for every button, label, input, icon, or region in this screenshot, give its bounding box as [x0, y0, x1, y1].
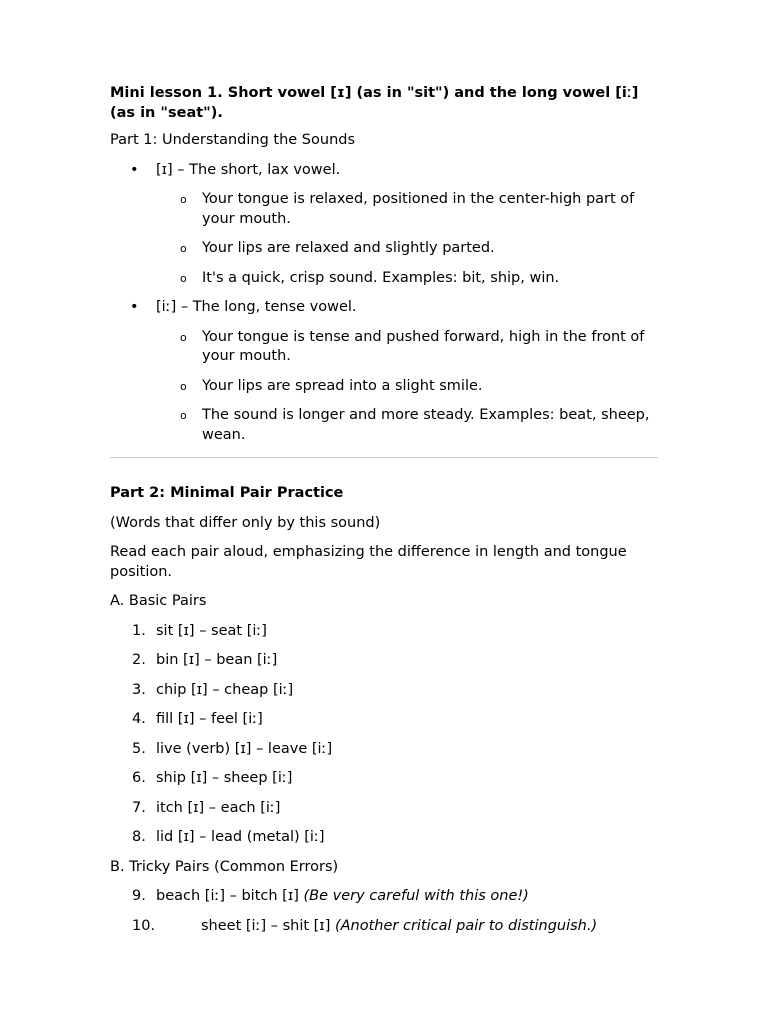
bullet-text: [iː] – The long, tense vowel.: [156, 299, 357, 315]
sub-item: [156, 239, 658, 259]
list-item: [110, 887, 658, 907]
sub-item-text: It's a quick, crisp sound. Examples: bit, ship, win.: [202, 269, 560, 286]
circle-bullet-icon: o: [180, 193, 187, 206]
part2-heading: Part 2: Minimal Pair Practice: [110, 485, 344, 501]
bullet-text: [ɪ] – The short, lax vowel.: [156, 161, 341, 178]
list-item: [110, 799, 658, 819]
sub-item-text: Your tongue is relaxed, positioned in the center-high part of your mouth.: [202, 191, 635, 227]
item-number: 3.: [132, 681, 146, 698]
sub-item-text: Your lips are spread into a slight smile.: [202, 377, 483, 394]
bullet-item-long-vowel: [110, 298, 658, 445]
lesson-title: Mini lesson 1. Short vowel [ɪ] (as in "sit") and the long vowel [iː] (as in "seat").: [110, 85, 639, 121]
list-item: [110, 828, 658, 848]
circle-bullet-icon: o: [180, 379, 187, 393]
sub-item: [156, 269, 658, 289]
item-number: 9.: [132, 888, 146, 904]
pair-text: live (verb) [ɪ] – leave [iː]: [156, 740, 333, 757]
document-content: [110, 84, 658, 946]
sub-item: [156, 190, 658, 229]
item-number: 8.: [132, 829, 146, 845]
section-b-label: B. Tricky Pairs (Common Errors): [110, 858, 339, 875]
circle-bullet-icon: o: [180, 330, 187, 344]
section-divider: [110, 457, 658, 458]
sub-list: [156, 190, 658, 288]
pair-text: itch [ɪ] – each [iː]: [156, 799, 281, 816]
list-item: [110, 651, 658, 671]
sub-item: [156, 328, 658, 367]
circle-bullet-icon: o: [180, 242, 187, 255]
item-number: 1.: [132, 622, 146, 639]
circle-bullet-icon: o: [180, 409, 187, 422]
bullet-icon: •: [130, 161, 139, 178]
sub-item: [156, 406, 658, 445]
part1-heading: Part 1: Understanding the Sounds: [110, 132, 356, 148]
pair-text: lid [ɪ] – lead (metal) [iː]: [156, 829, 325, 845]
pair-text: ship [ɪ] – sheep [iː]: [156, 770, 293, 786]
pair-text: beach [iː] – bitch [ɪ]: [156, 888, 304, 904]
list-item: [110, 740, 658, 760]
pair-text: chip [ɪ] – cheap [iː]: [156, 681, 294, 698]
item-number: 6.: [132, 770, 146, 786]
section-a-label: A. Basic Pairs: [110, 593, 207, 609]
item-number: 5.: [132, 740, 146, 757]
pair-text: bin [ɪ] – bean [iː]: [156, 652, 278, 668]
basic-pairs-list: [110, 622, 658, 848]
list-item: [110, 769, 658, 789]
pair-note: (Another critical pair to distinguish.): [334, 917, 598, 934]
pair-text: sit [ɪ] – seat [iː]: [156, 622, 267, 639]
item-number: 2.: [132, 652, 146, 668]
list-item: [110, 917, 658, 937]
sub-item-text: The sound is longer and more steady. Examples: beat, sheep, wean.: [202, 407, 650, 443]
part2-instruction: Read each pair aloud, emphasizing the difference in length and tongue position.: [110, 544, 627, 580]
bullet-icon: •: [130, 299, 139, 315]
sub-item-text: Your tongue is tense and pushed forward, high in the front of your mouth.: [202, 328, 645, 364]
item-number: 4.: [132, 711, 146, 727]
item-number: 10.: [132, 917, 156, 934]
tricky-pairs-list-continued: [110, 917, 658, 937]
part2-subheading: (Words that differ only by this sound): [110, 514, 381, 531]
list-item: [110, 622, 658, 642]
pair-text: sheet [iː] – shit [ɪ]: [201, 917, 335, 934]
pair-text: fill [ɪ] – feel [iː]: [156, 711, 263, 727]
sub-item: [156, 377, 658, 397]
part1-bullet-list: [110, 161, 658, 446]
list-item: [110, 681, 658, 701]
bullet-item-short-vowel: [110, 161, 658, 289]
list-item: [110, 710, 658, 730]
item-number: 7.: [132, 799, 146, 816]
tricky-pairs-list: [110, 887, 658, 907]
pair-note: (Be very careful with this one!): [303, 888, 529, 904]
sub-list: [156, 328, 658, 446]
sub-item-text: Your lips are relaxed and slightly parted.: [202, 240, 495, 256]
circle-bullet-icon: o: [180, 271, 187, 285]
